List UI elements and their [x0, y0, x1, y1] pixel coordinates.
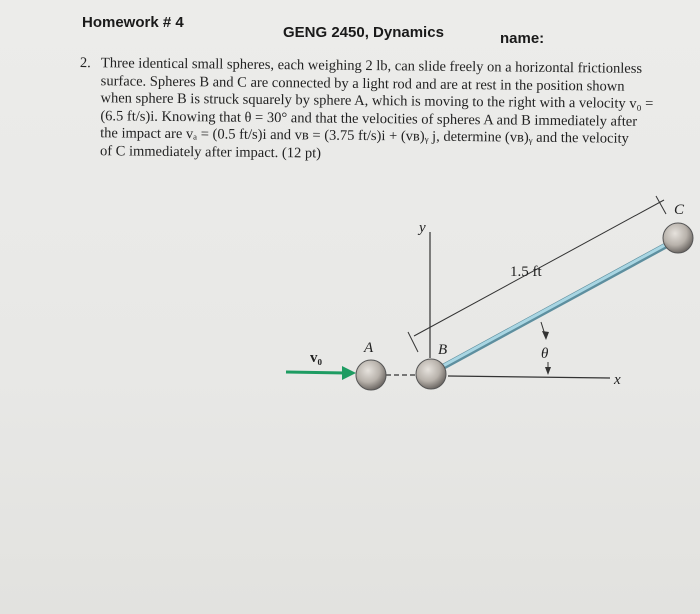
length-label: 1.5 ft [510, 264, 542, 280]
theta-arrowhead-top [542, 331, 549, 340]
x-axis-label: x [614, 372, 621, 388]
theta-arrowhead-bottom [545, 367, 551, 375]
x-axis [448, 376, 610, 378]
v0-arrow [286, 372, 346, 373]
problem-number: 2. [79, 55, 91, 72]
sphere-a [356, 360, 386, 390]
problem-line: when sphere B is struck squarely by sphere A, which is moving to the right with a velocity v₀ = [100, 90, 654, 113]
sphere-b [416, 359, 446, 389]
connecting-rod-highlight [430, 239, 676, 373]
dimension-tick-c [656, 196, 666, 214]
v0-arrowhead [342, 366, 356, 380]
problem-line: of C immediately after impact. (12 pt) [99, 142, 322, 162]
problem-line: the impact are vₐ = (0.5 ft/s)i and vʙ = (3.75 ft/s)i + (vʙ)ᵧ j, determine (vʙ)ᵧ and the velocity [100, 125, 629, 147]
v0-label: v₀ [310, 350, 322, 366]
sphere-b-label: B [438, 342, 448, 358]
sphere-a-label: A [364, 340, 374, 356]
problem-line: 2. Three identical small spheres, each weighing 2 lb, can slide freely on a horizontal frictionless [79, 55, 643, 77]
problem-line: (6.5 ft/s)i. Knowing that θ = 30° and that the velocities of spheres A and B immediately after [100, 107, 638, 130]
sphere-c-label: C [674, 202, 685, 218]
name-label: name: [500, 30, 545, 47]
course-title: GENG 2450, Dynamics [283, 24, 444, 41]
sphere-c [663, 223, 693, 253]
y-axis-label: y [419, 220, 426, 236]
theta-label: θ [541, 346, 549, 362]
homework-title: Homework # 4 [82, 14, 184, 31]
problem-line: surface. Spheres B and C are connected by a light rod and are at rest in the position shown [100, 72, 625, 95]
